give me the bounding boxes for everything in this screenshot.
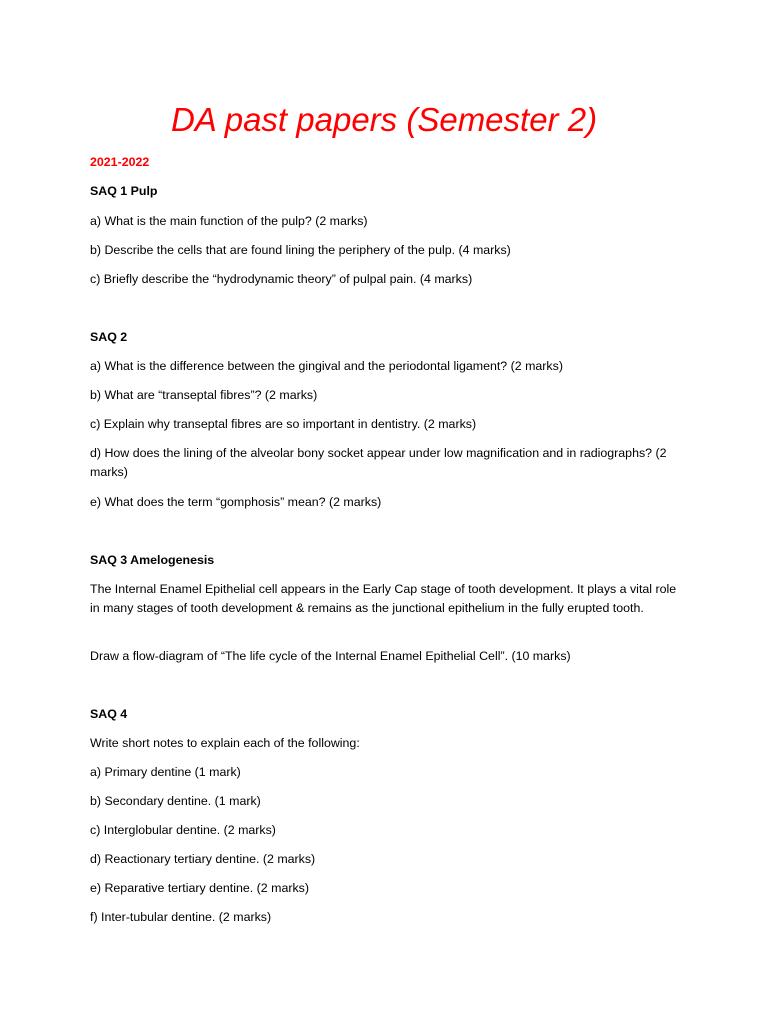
saq3-task: Draw a flow-diagram of “The life cycle of the Internal Enamel Epithelial Cell”. (10 marks) [90, 649, 571, 663]
saq4-item-c: c) Interglobular dentine. (2 marks) [90, 823, 276, 837]
saq2-heading: SAQ 2 [90, 330, 128, 344]
saq2-question-b: b) What are “transeptal fibres”? (2 marks) [90, 388, 318, 402]
saq1-heading: SAQ 1 Pulp [90, 184, 158, 198]
saq4-intro: Write short notes to explain each of the following: [90, 736, 360, 750]
saq4-item-e: e) Reparative tertiary dentine. (2 marks) [90, 881, 309, 895]
saq4-heading: SAQ 4 [90, 707, 128, 721]
saq2-question-a: a) What is the difference between the gingival and the periodontal ligament? (2 marks) [90, 359, 563, 373]
saq2-question-d: d) How does the lining of the alveolar bony socket appear under low magnification and in radiographs? (2 marks) [90, 446, 667, 479]
saq1-question-c: c) Briefly describe the “hydrodynamic theory” of pulpal pain. (4 marks) [90, 272, 473, 286]
saq4-item-a: a) Primary dentine (1 mark) [90, 765, 241, 779]
saq1-question-a: a) What is the main function of the pulp? (2 marks) [90, 214, 368, 228]
page-title: DA past papers (Semester 2) [170, 101, 598, 138]
saq4-item-d: d) Reactionary tertiary dentine. (2 marks) [90, 852, 316, 866]
saq3-paragraph: The Internal Enamel Epithelial cell appears in the Early Cap stage of tooth development. It plays a vital role in many stages of tooth development & remains as the junctional epithelium in the fully erupted tooth. [90, 582, 677, 615]
saq1-question-b: b) Describe the cells that are found lining the periphery of the pulp. (4 marks) [90, 243, 511, 257]
saq4-item-f: f) Inter-tubular dentine. (2 marks) [90, 910, 272, 924]
saq4-item-b: b) Secondary dentine. (1 mark) [90, 794, 261, 808]
saq2-question-c: c) Explain why transeptal fibres are so important in dentistry. (2 marks) [90, 417, 477, 431]
year-label: 2021-2022 [90, 155, 150, 169]
saq3-heading: SAQ 3 Amelogenesis [90, 553, 215, 567]
saq2-question-e: e) What does the term “gomphosis” mean? (2 marks) [90, 495, 382, 509]
